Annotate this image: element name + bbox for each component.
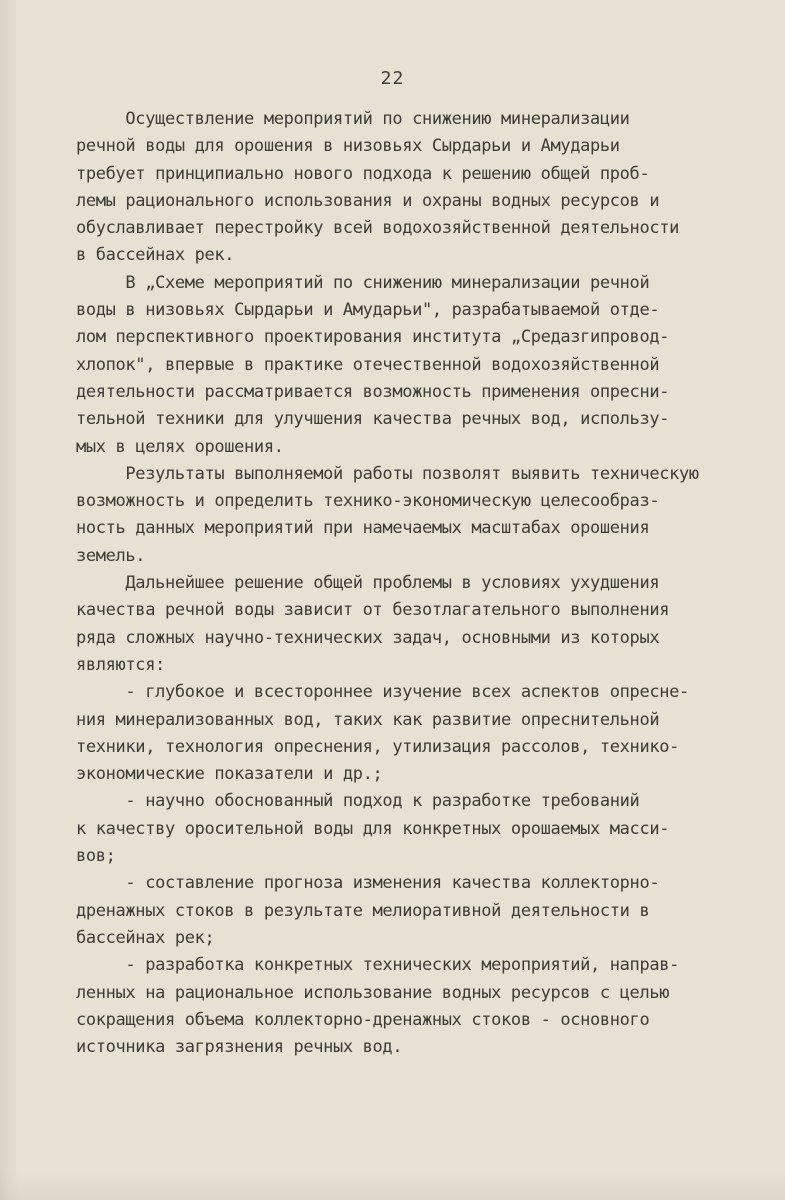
text-line: - разработка конкретных технических мероприятий, направ- xyxy=(76,955,679,976)
body-text xyxy=(76,106,756,1061)
text-line: - составление прогноза изменения качества коллекторно- xyxy=(76,873,660,894)
text-line: ния минерализованных вод, таких как развитие опреснительной xyxy=(76,709,660,730)
text-line: Результаты выполняемой работы позволят выявить техническую xyxy=(76,463,699,484)
text-line: воды в низовьях Сырдарьи и Амударьи", разрабатываемой отде- xyxy=(76,300,660,321)
text-line: возможность и определить технико-экономическую целесообраз- xyxy=(76,491,660,512)
text-line: - научно обоснованный подход к разработке требований xyxy=(76,791,640,812)
text-line: к качеству оросительной воды для конкретных орошаемых масси- xyxy=(76,818,670,839)
text-line: дренажных стоков в результате мелиоративной деятельности в xyxy=(76,900,650,921)
text-line: мых в целях орошения. xyxy=(76,436,284,457)
text-line: - глубокое и всестороннее изучение всех аспектов опресне- xyxy=(76,682,689,703)
text-line: лемы рационального использования и охраны водных ресурсов и xyxy=(76,190,660,211)
text-line: лом перспективного проектирования института „Средазгипровод- xyxy=(76,327,670,348)
text-line: В „Схеме мероприятий по снижению минерализации речной xyxy=(76,272,650,293)
text-line: ность данных мероприятий при намечаемых масштабах орошения xyxy=(76,518,650,539)
text-line: тельной техники для улучшения качества речных вод, использу- xyxy=(76,409,670,430)
text-line: обуславливает перестройку всей водохозяйственной деятельности xyxy=(76,218,679,239)
text-line: Дальнейшее решение общей проблемы в условиях ухудшения xyxy=(76,573,660,594)
text-line: Осуществление мероприятий по снижению минерализации xyxy=(76,109,630,129)
text-line: земель. xyxy=(76,545,146,566)
text-line: бассейнах рек; xyxy=(76,927,215,948)
text-line: сокращения объема коллекторно-дренажных стоков - основного xyxy=(76,1009,650,1030)
text-line: деятельности рассматривается возможность применения опресни- xyxy=(76,381,670,402)
text-line: ряда сложных научно-технических задач, основными из которых xyxy=(76,627,660,648)
text-line: источника загрязнения речных вод. xyxy=(76,1037,403,1058)
text-line: хлопок", впервые в практике отечественной водохозяйственной xyxy=(76,354,660,375)
page-number: 22 xyxy=(380,68,405,89)
text-line: являются: xyxy=(76,654,165,675)
text-line: ленных на рациональное использование водных ресурсов с целью xyxy=(76,982,670,1003)
text-line: экономические показатели и др.; xyxy=(76,764,383,785)
text-line: вов; xyxy=(76,846,116,867)
text-line: качества речной воды зависит от безотлагательного выполнения xyxy=(76,600,670,621)
text-line: техники, технология опреснения, утилизация рассолов, технико- xyxy=(76,736,679,757)
text-line: речной воды для орошения в низовьях Сырдарьи и Амударьи xyxy=(76,136,620,157)
text-line: в бассейнах рек. xyxy=(76,245,235,266)
text-line: требует принципиально нового подхода к решению общей проб- xyxy=(76,163,650,184)
